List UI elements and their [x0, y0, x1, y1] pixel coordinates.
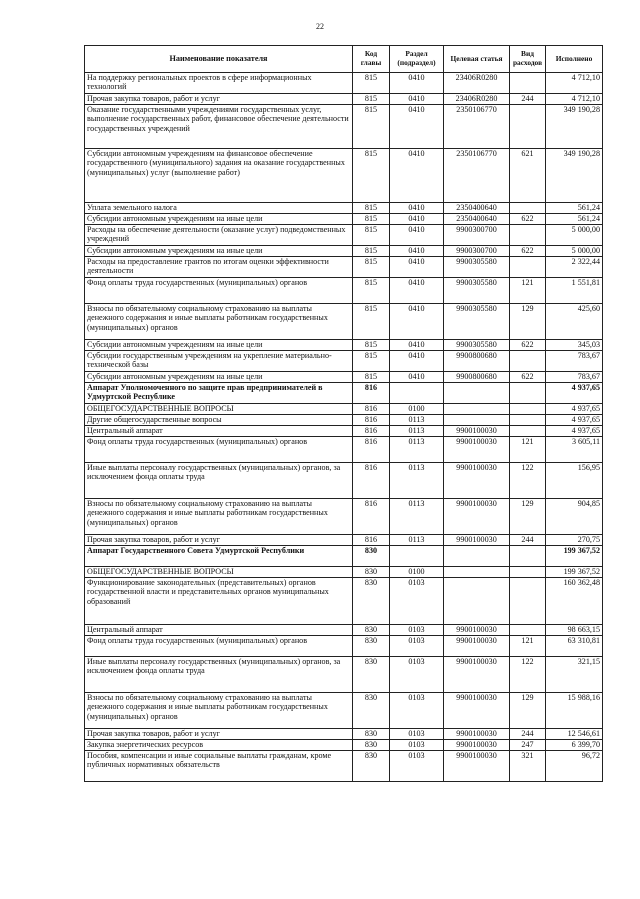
cell-section: 0103 [390, 657, 444, 693]
cell-target: 9900100030 [444, 751, 510, 782]
cell-section: 0410 [390, 351, 444, 372]
cell-section: 0100 [390, 567, 444, 578]
cell-expense: 622 [510, 372, 546, 383]
table-row [85, 404, 603, 415]
cell-name: Иные выплаты персоналу государственных (муниципальных) органов, за исключением фонда оплаты труда [85, 657, 353, 693]
cell-section: 0410 [390, 203, 444, 214]
table-row [85, 278, 603, 304]
cell-expense [510, 567, 546, 578]
cell-name: Пособия, компенсации и иные социальные выплаты гражданам, кроме публичных нормативных обязательств [85, 751, 353, 782]
cell-executed: 783,67 [546, 372, 603, 383]
cell-expense: 121 [510, 437, 546, 463]
cell-chapter: 830 [353, 740, 390, 751]
cell-chapter: 815 [353, 278, 390, 304]
cell-target: 2350106770 [444, 105, 510, 149]
cell-target: 9900305580 [444, 257, 510, 278]
cell-chapter: 815 [353, 246, 390, 257]
cell-executed: 270,75 [546, 535, 603, 546]
cell-section: 0410 [390, 225, 444, 246]
cell-name: Закупка энергетических ресурсов [85, 740, 353, 751]
cell-target: 9900100030 [444, 729, 510, 740]
cell-expense [510, 257, 546, 278]
cell-chapter: 815 [353, 149, 390, 203]
cell-expense: 247 [510, 740, 546, 751]
cell-executed: 199 367,52 [546, 546, 603, 567]
cell-expense: 622 [510, 246, 546, 257]
cell-section: 0410 [390, 246, 444, 257]
cell-chapter: 830 [353, 729, 390, 740]
cell-target [444, 546, 510, 567]
cell-section: 0113 [390, 499, 444, 535]
cell-target: 9900100030 [444, 437, 510, 463]
cell-executed: 4 712,10 [546, 94, 603, 105]
cell-executed: 4 937,65 [546, 426, 603, 437]
cell-expense: 622 [510, 214, 546, 225]
cell-target: 9900305580 [444, 304, 510, 340]
cell-name: ОБЩЕГОСУДАРСТВЕННЫЕ ВОПРОСЫ [85, 404, 353, 415]
cell-executed: 3 605,11 [546, 437, 603, 463]
table-row [85, 751, 603, 782]
cell-expense [510, 415, 546, 426]
table-row [85, 105, 603, 149]
cell-target: 2350400640 [444, 203, 510, 214]
table-row [85, 304, 603, 340]
cell-executed: 345,03 [546, 340, 603, 351]
cell-name: Функционирование законодательных (представительных) органов государственной власти и представительных органов муниципальных образований [85, 578, 353, 625]
cell-name: Фонд оплаты труда государственных (муниципальных) органов [85, 278, 353, 304]
cell-target [444, 404, 510, 415]
cell-chapter: 815 [353, 304, 390, 340]
cell-target [444, 578, 510, 625]
column-header-name: Наименование показателя [85, 46, 353, 73]
cell-executed: 63 310,81 [546, 636, 603, 657]
table-row [85, 203, 603, 214]
table-row [85, 535, 603, 546]
cell-section: 0113 [390, 463, 444, 499]
cell-section: 0103 [390, 751, 444, 782]
cell-chapter: 815 [353, 94, 390, 105]
table-row [85, 657, 603, 693]
table-row [85, 693, 603, 729]
cell-expense: 244 [510, 729, 546, 740]
cell-target: 9900100030 [444, 463, 510, 499]
cell-name: Центральный аппарат [85, 426, 353, 437]
table-row [85, 729, 603, 740]
cell-section: 0410 [390, 214, 444, 225]
cell-target: 9900100030 [444, 499, 510, 535]
column-header-executed: Исполнено [546, 46, 603, 73]
cell-section: 0410 [390, 340, 444, 351]
table-row [85, 149, 603, 203]
cell-section: 0103 [390, 636, 444, 657]
cell-target [444, 383, 510, 404]
column-header-target: Целевая статья [444, 46, 510, 73]
cell-executed: 199 367,52 [546, 567, 603, 578]
cell-executed: 160 362,48 [546, 578, 603, 625]
cell-target: 9900100030 [444, 636, 510, 657]
table-row [85, 546, 603, 567]
cell-section: 0103 [390, 729, 444, 740]
cell-name: Субсидии автономным учреждениям на иные цели [85, 340, 353, 351]
cell-section: 0113 [390, 437, 444, 463]
cell-expense [510, 578, 546, 625]
cell-chapter: 830 [353, 693, 390, 729]
cell-expense: 244 [510, 94, 546, 105]
cell-chapter: 830 [353, 567, 390, 578]
cell-expense: 122 [510, 463, 546, 499]
cell-target: 9900100030 [444, 535, 510, 546]
cell-executed: 12 546,61 [546, 729, 603, 740]
table-row [85, 383, 603, 404]
cell-name: Прочая закупка товаров, работ и услуг [85, 729, 353, 740]
budget-table [84, 45, 603, 782]
cell-section: 0113 [390, 426, 444, 437]
column-header-expense: Вид расходов [510, 46, 546, 73]
cell-chapter: 816 [353, 383, 390, 404]
cell-chapter: 815 [353, 372, 390, 383]
cell-target: 9900800680 [444, 372, 510, 383]
cell-expense: 622 [510, 340, 546, 351]
table-row [85, 437, 603, 463]
cell-section: 0410 [390, 105, 444, 149]
table-row [85, 625, 603, 636]
table-row [85, 415, 603, 426]
cell-chapter: 815 [353, 203, 390, 214]
cell-name: Фонд оплаты труда государственных (муниципальных) органов [85, 437, 353, 463]
cell-target: 2350106770 [444, 149, 510, 203]
cell-chapter: 816 [353, 415, 390, 426]
cell-target: 9900800680 [444, 351, 510, 372]
cell-section [390, 546, 444, 567]
cell-executed: 98 663,15 [546, 625, 603, 636]
cell-chapter: 815 [353, 257, 390, 278]
cell-chapter: 830 [353, 578, 390, 625]
table-row [85, 257, 603, 278]
cell-section: 0103 [390, 578, 444, 625]
cell-chapter: 815 [353, 214, 390, 225]
cell-executed: 4 712,10 [546, 73, 603, 94]
cell-section: 0100 [390, 404, 444, 415]
cell-target: 9900305580 [444, 278, 510, 304]
cell-executed: 4 937,65 [546, 415, 603, 426]
cell-expense [510, 351, 546, 372]
cell-section: 0410 [390, 257, 444, 278]
cell-section: 0103 [390, 625, 444, 636]
cell-executed: 4 937,65 [546, 383, 603, 404]
cell-name: ОБЩЕГОСУДАРСТВЕННЫЕ ВОПРОСЫ [85, 567, 353, 578]
cell-section: 0410 [390, 304, 444, 340]
cell-name: Уплата земельного налога [85, 203, 353, 214]
table-row [85, 636, 603, 657]
table-header-row [85, 46, 603, 73]
cell-target: 9900300700 [444, 246, 510, 257]
table-row [85, 499, 603, 535]
cell-chapter: 816 [353, 463, 390, 499]
table-row [85, 351, 603, 372]
cell-chapter: 830 [353, 636, 390, 657]
page-number: 22 [316, 22, 324, 31]
table-row [85, 463, 603, 499]
cell-section: 0410 [390, 149, 444, 203]
cell-section: 0113 [390, 535, 444, 546]
cell-name: Субсидии автономным учреждениям на финансовое обеспечение государственного (муниципального) задания на оказание государственных (муниципальных) услуг (выполнение работ) [85, 149, 353, 203]
cell-target: 23406R0280 [444, 73, 510, 94]
cell-name: Прочая закупка товаров, работ и услуг [85, 535, 353, 546]
cell-name: Фонд оплаты труда государственных (муниципальных) органов [85, 636, 353, 657]
cell-name: Центральный аппарат [85, 625, 353, 636]
cell-name: Субсидии государственным учреждениям на укрепление материально-технической базы [85, 351, 353, 372]
cell-expense: 121 [510, 636, 546, 657]
cell-executed: 156,95 [546, 463, 603, 499]
table-row [85, 578, 603, 625]
cell-executed: 1 551,81 [546, 278, 603, 304]
table-row [85, 567, 603, 578]
cell-name: Субсидии автономным учреждениям на иные цели [85, 246, 353, 257]
cell-expense [510, 404, 546, 415]
cell-name: Взносы по обязательному социальному страхованию на выплаты денежного содержания и иные выплаты работникам государственных (муниципальных) органов [85, 304, 353, 340]
cell-chapter: 815 [353, 340, 390, 351]
cell-name: Субсидии автономным учреждениям на иные цели [85, 372, 353, 383]
cell-name: Прочая закупка товаров, работ и услуг [85, 94, 353, 105]
cell-target: 9900300700 [444, 225, 510, 246]
cell-executed: 349 190,28 [546, 149, 603, 203]
cell-expense [510, 225, 546, 246]
cell-target [444, 567, 510, 578]
table-row [85, 225, 603, 246]
cell-executed: 6 399,70 [546, 740, 603, 751]
cell-name: Расходы на предоставление грантов по итогам оценки эффективности деятельности [85, 257, 353, 278]
column-header-section: Раздел (подраздел) [390, 46, 444, 73]
table-row [85, 372, 603, 383]
table-row [85, 340, 603, 351]
cell-name: Взносы по обязательному социальному страхованию на выплаты денежного содержания и иные выплаты работникам государственных (муниципальных) органов [85, 693, 353, 729]
cell-chapter: 815 [353, 105, 390, 149]
table-row [85, 426, 603, 437]
cell-expense [510, 105, 546, 149]
cell-executed: 5 000,00 [546, 246, 603, 257]
cell-expense: 121 [510, 278, 546, 304]
cell-target: 9900305580 [444, 340, 510, 351]
cell-expense: 122 [510, 657, 546, 693]
cell-expense [510, 426, 546, 437]
cell-chapter: 815 [353, 225, 390, 246]
cell-executed: 783,67 [546, 351, 603, 372]
cell-expense [510, 625, 546, 636]
table-row [85, 214, 603, 225]
cell-name: Аппарат Уполномоченного по защите прав предпринимателей в Удмуртской Республике [85, 383, 353, 404]
cell-executed: 2 322,44 [546, 257, 603, 278]
cell-expense [510, 203, 546, 214]
cell-chapter: 816 [353, 404, 390, 415]
cell-section: 0410 [390, 73, 444, 94]
cell-section: 0410 [390, 372, 444, 383]
cell-target: 9900100030 [444, 625, 510, 636]
cell-chapter: 830 [353, 657, 390, 693]
cell-expense: 129 [510, 304, 546, 340]
cell-chapter: 830 [353, 625, 390, 636]
cell-executed: 15 988,16 [546, 693, 603, 729]
cell-name: На поддержку региональных проектов в сфере информационных технологий [85, 73, 353, 94]
cell-executed: 321,15 [546, 657, 603, 693]
cell-expense [510, 546, 546, 567]
cell-target: 23406R0280 [444, 94, 510, 105]
cell-chapter: 830 [353, 546, 390, 567]
table-row [85, 94, 603, 105]
cell-chapter: 816 [353, 426, 390, 437]
table-row [85, 73, 603, 94]
cell-name: Другие общегосударственные вопросы [85, 415, 353, 426]
cell-expense: 129 [510, 499, 546, 535]
cell-chapter: 830 [353, 751, 390, 782]
cell-name: Расходы на обеспечение деятельности (оказание услуг) подведомственных учреждений [85, 225, 353, 246]
cell-section: 0410 [390, 94, 444, 105]
cell-name: Субсидии автономным учреждениям на иные цели [85, 214, 353, 225]
cell-chapter: 815 [353, 351, 390, 372]
cell-chapter: 816 [353, 535, 390, 546]
cell-target: 9900100030 [444, 426, 510, 437]
cell-executed: 904,85 [546, 499, 603, 535]
cell-expense [510, 73, 546, 94]
cell-target: 9900100030 [444, 740, 510, 751]
cell-executed: 4 937,65 [546, 404, 603, 415]
cell-chapter: 816 [353, 499, 390, 535]
cell-name: Оказание государственными учреждениями государственных услуг, выполнение государственных работ, финансовое обеспечение деятельности государственных учреждений [85, 105, 353, 149]
cell-executed: 425,60 [546, 304, 603, 340]
cell-executed: 561,24 [546, 214, 603, 225]
cell-target [444, 415, 510, 426]
cell-executed: 349 190,28 [546, 105, 603, 149]
cell-executed: 561,24 [546, 203, 603, 214]
cell-section: 0410 [390, 278, 444, 304]
cell-name: Взносы по обязательному социальному страхованию на выплаты денежного содержания и иные выплаты работникам государственных (муниципальных) органов [85, 499, 353, 535]
cell-name: Иные выплаты персоналу государственных (муниципальных) органов, за исключением фонда оплаты труда [85, 463, 353, 499]
cell-executed: 96,72 [546, 751, 603, 782]
cell-target: 9900100030 [444, 657, 510, 693]
cell-expense: 244 [510, 535, 546, 546]
cell-target: 2350400640 [444, 214, 510, 225]
cell-expense [510, 383, 546, 404]
cell-name: Аппарат Государственного Совета Удмуртской Республики [85, 546, 353, 567]
cell-expense: 621 [510, 149, 546, 203]
cell-section: 0113 [390, 415, 444, 426]
table-row [85, 246, 603, 257]
cell-executed: 5 000,00 [546, 225, 603, 246]
cell-target: 9900100030 [444, 693, 510, 729]
column-header-chapter: Код главы [353, 46, 390, 73]
cell-expense: 129 [510, 693, 546, 729]
table-row [85, 740, 603, 751]
cell-section: 0103 [390, 740, 444, 751]
cell-section [390, 383, 444, 404]
cell-chapter: 815 [353, 73, 390, 94]
cell-section: 0103 [390, 693, 444, 729]
cell-expense: 321 [510, 751, 546, 782]
cell-chapter: 816 [353, 437, 390, 463]
